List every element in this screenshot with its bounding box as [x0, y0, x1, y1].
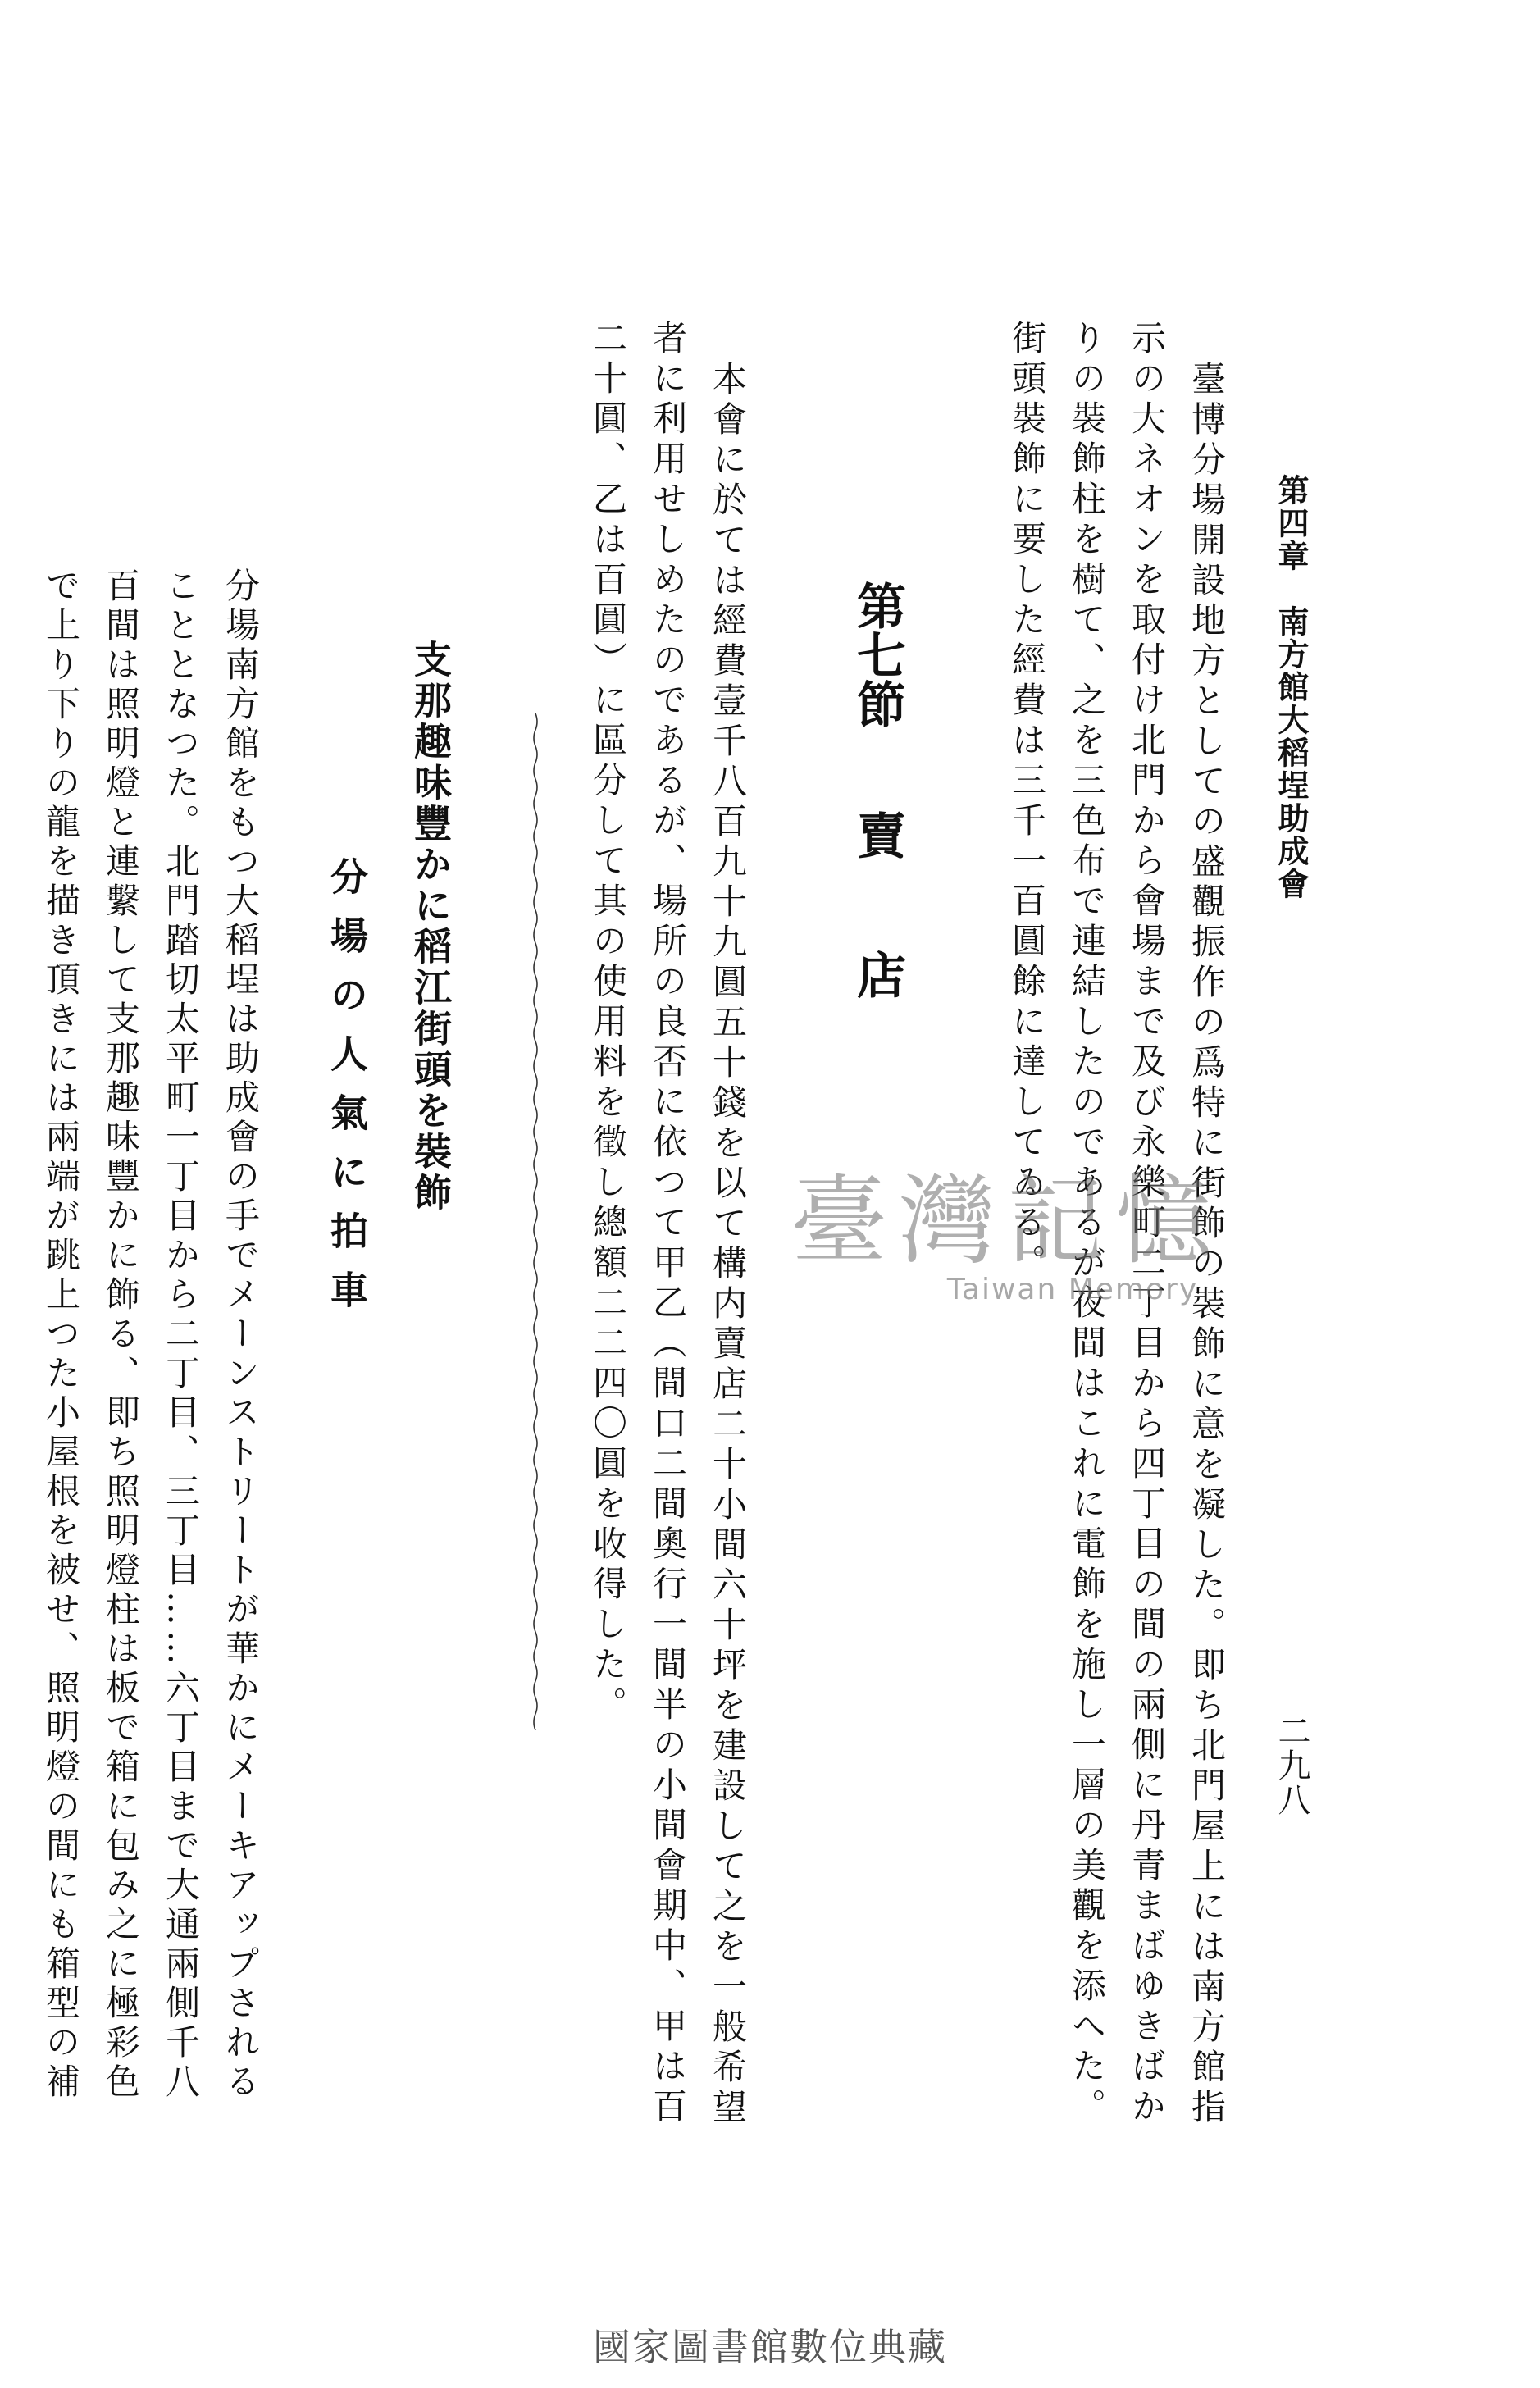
- paragraph3-line: こととなつた。北門踏切太平町一丁目から二丁目、三丁目……六丁目まで大通兩側千八: [161, 567, 201, 2103]
- paragraph1-line: 街頭裝飾に要した經費は三千一百圓餘に達してゐる。: [1007, 320, 1047, 1284]
- page-number: 二九八: [1273, 1714, 1310, 1817]
- watermark-sub-text: Taiwan Memory: [946, 1273, 1199, 1306]
- paragraph1-line: 臺博分場開設地方としての盛觀振作の爲特に街飾の裝飾に意を凝した。即ち北門屋上には南方館指: [1187, 361, 1227, 2129]
- library-footer: 國家圖書館數位典藏: [593, 2325, 947, 2369]
- paragraph3-line: で上り下りの龍を描き頂きには兩端が跳上つた小屋根を被せ、照明燈の間にも箱型の補: [41, 567, 81, 2103]
- taiwan-memory-watermark: [753, 1164, 1261, 1361]
- paragraph3-line: 百間は照明燈と連繫して支那趣味豐かに飾る、即ち照明燈柱は板で箱に包み之に極彩色: [101, 567, 141, 2103]
- paragraph2-line: 二十圓、乙は百圓）に區分して其の使用料を徵し總額二二四〇圓を收得した。: [588, 320, 628, 1726]
- article-subheadline: 分場の人氣に拍車: [325, 857, 369, 1329]
- paragraph1-line: りの裝飾柱を樹て、之を三色布で連結したのであるが夜間はこれに電飾を施し一層の美觀を添へた。: [1067, 320, 1107, 2128]
- section-heading: [849, 581, 906, 1089]
- watermark-main-text: 臺灣記憶: [790, 1164, 1223, 1278]
- paragraph2-line: 本會に於ては經費壹千八百九十九圓五十錢を以て構内賣店二十小間六十坪を建設して之を一般希望: [708, 361, 748, 2129]
- wavy-divider: [531, 713, 540, 1730]
- article-headline: 支那趣味豐かに稻江街頭を裝飾: [408, 640, 453, 1214]
- paragraph2-line: 者に利用せしめたのであるが、場所の良否に依つて甲乙（間口二間奧行一間半の小間會期中、甲は百: [648, 320, 688, 2128]
- section-title: 賣店: [849, 810, 906, 1089]
- paragraph1-line: 示の大ネオンを取付け北門から會場まで及び永樂町二丁目から四丁目の間の兩側に丹青まばゆきばか: [1127, 320, 1167, 2128]
- paragraph3-line: 分場南方館をもつ大稻埕は助成會の手でメーンストリートが華かにメーキアップされる: [221, 567, 261, 2103]
- section-number: 第七節: [849, 581, 906, 728]
- chapter-header: 第四章 南方館大稻埕助成會: [1273, 474, 1310, 900]
